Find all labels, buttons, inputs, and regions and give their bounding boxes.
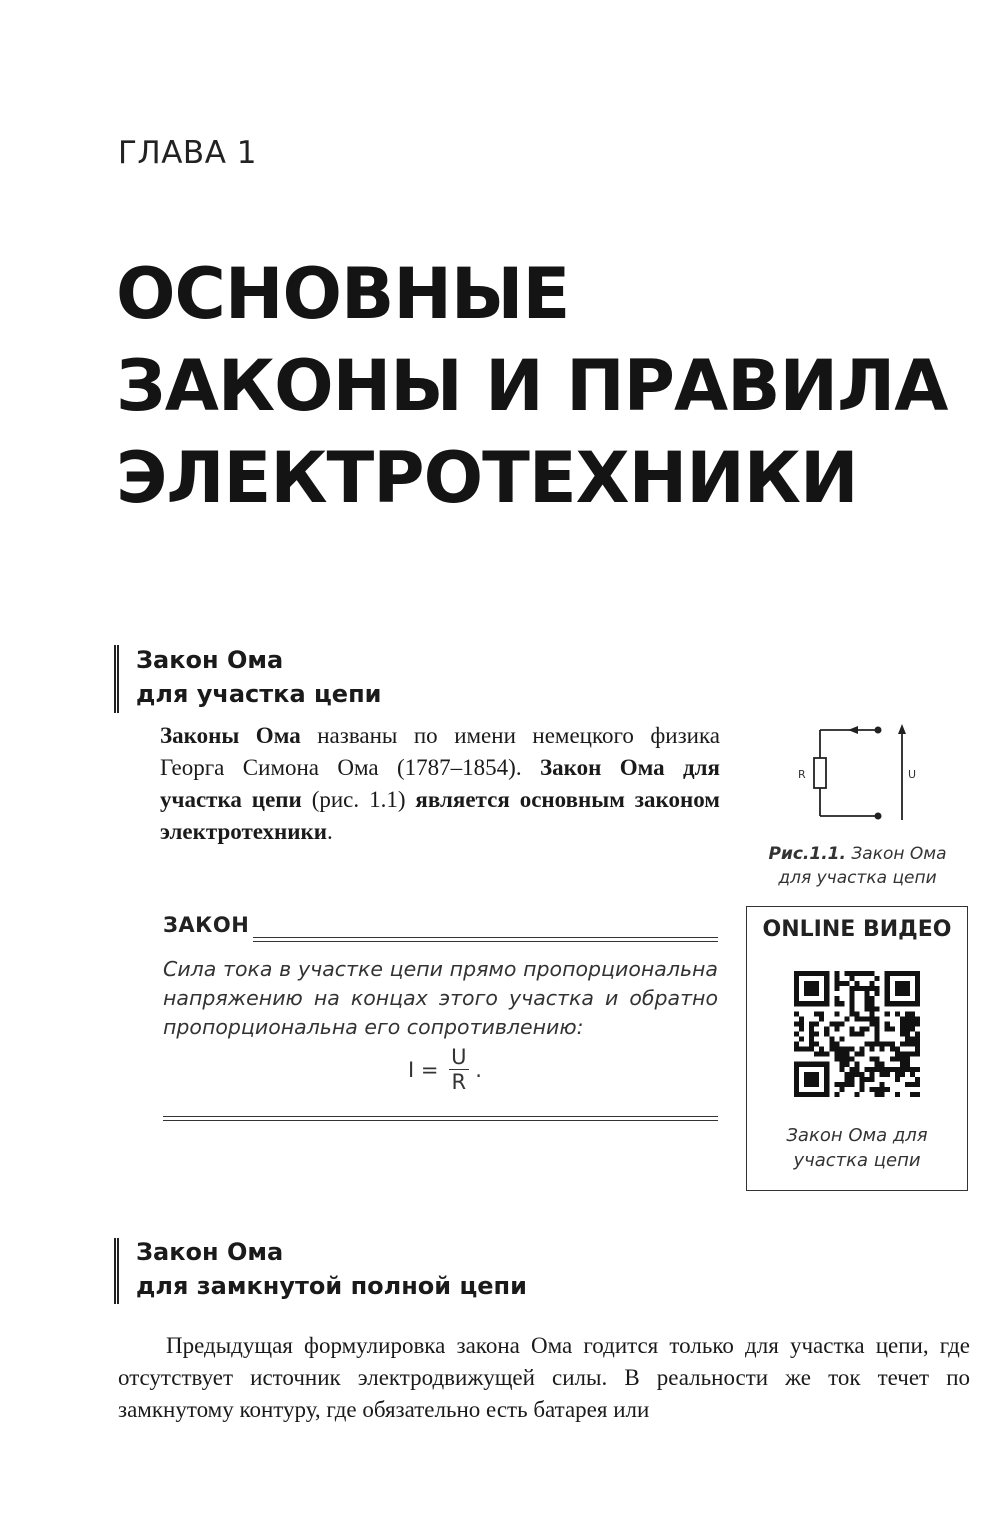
resistor-icon bbox=[814, 758, 826, 788]
ohms-law-formula bbox=[408, 1045, 482, 1094]
resistor-label: R bbox=[798, 768, 806, 781]
paragraph-text: названы по имени немецкого физика Георга Симона Ома (1787–1854). bbox=[160, 723, 720, 780]
qr-code-icon[interactable] bbox=[794, 971, 920, 1097]
law-box bbox=[163, 913, 718, 1094]
online-video-caption: Закон Ома для участка цепи bbox=[786, 1125, 928, 1171]
chapter-label: ГЛАВА 1 bbox=[118, 135, 257, 171]
law-label: ЗАКОН bbox=[163, 913, 250, 937]
online-video-title: ONLINE ВИДЕО bbox=[762, 917, 952, 942]
closed-circuit-paragraph bbox=[118, 1330, 970, 1426]
section-heading-ohms-law-segment bbox=[136, 643, 381, 711]
law-statement: Сила тока в участке цепи прямо пропорциональна напряжению на концах этого участка и обратно пропорциональна его сопротивлению: bbox=[163, 957, 718, 1039]
section-marker-bar bbox=[114, 1238, 119, 1304]
figure-caption bbox=[755, 842, 960, 890]
chapter-title-line-3: ЭЛЕКТРОТЕХНИКИ bbox=[116, 437, 858, 519]
arrow-up-icon bbox=[898, 724, 906, 734]
law-divider bbox=[253, 941, 718, 942]
section-heading-line-1: Закон Ома bbox=[136, 1238, 284, 1266]
section-heading-line-1: Закон Ома bbox=[136, 646, 284, 674]
online-video-box[interactable] bbox=[746, 906, 968, 1191]
formula-lhs: I = bbox=[408, 1057, 439, 1082]
arrow-left-icon bbox=[848, 726, 858, 734]
law-divider bbox=[163, 1116, 718, 1117]
bold-term: является основным законом электротехники bbox=[160, 787, 720, 844]
paragraph-text: Предыдущая формулировка закона Ома годится только для участка цепи, где отсутствует источник электродвижущей силы. В реальности же ток течет по замкнутому контуру, где обязательно есть батарея или bbox=[118, 1333, 970, 1422]
law-divider bbox=[253, 937, 718, 938]
formula-numerator: U bbox=[451, 1045, 467, 1069]
section-heading-line-2: для участка цепи bbox=[136, 680, 382, 708]
chapter-title-line-2: ЗАКОНЫ И ПРАВИЛА bbox=[116, 345, 948, 427]
figure-caption-text: Закон Ома для участка цепи bbox=[778, 844, 947, 888]
formula-end: . bbox=[475, 1057, 482, 1082]
section-marker-bar bbox=[114, 645, 119, 713]
bold-term: Законы Ома bbox=[160, 723, 301, 748]
figure-reference: (рис. 1.1) bbox=[311, 787, 406, 812]
terminal-dot-icon bbox=[875, 727, 882, 734]
intro-paragraph bbox=[160, 720, 720, 848]
terminal-dot-icon bbox=[875, 813, 882, 820]
chapter-title bbox=[116, 248, 947, 524]
voltage-label: U bbox=[908, 768, 917, 781]
paragraph-end: . bbox=[327, 819, 333, 844]
chapter-title-line-1: ОСНОВНЫЕ bbox=[116, 253, 570, 335]
section-heading-ohms-law-closed-circuit bbox=[136, 1235, 527, 1303]
law-divider bbox=[163, 1120, 718, 1121]
formula-fraction bbox=[449, 1045, 468, 1094]
ohms-law-circuit-diagram bbox=[790, 718, 930, 828]
figure-caption-number: Рис.1.1. bbox=[768, 844, 846, 864]
section-heading-line-2: для замкнутой полной цепи bbox=[136, 1272, 527, 1300]
bold-term: Закон Ома для участка цепи bbox=[160, 755, 720, 812]
formula-denominator: R bbox=[449, 1069, 468, 1094]
